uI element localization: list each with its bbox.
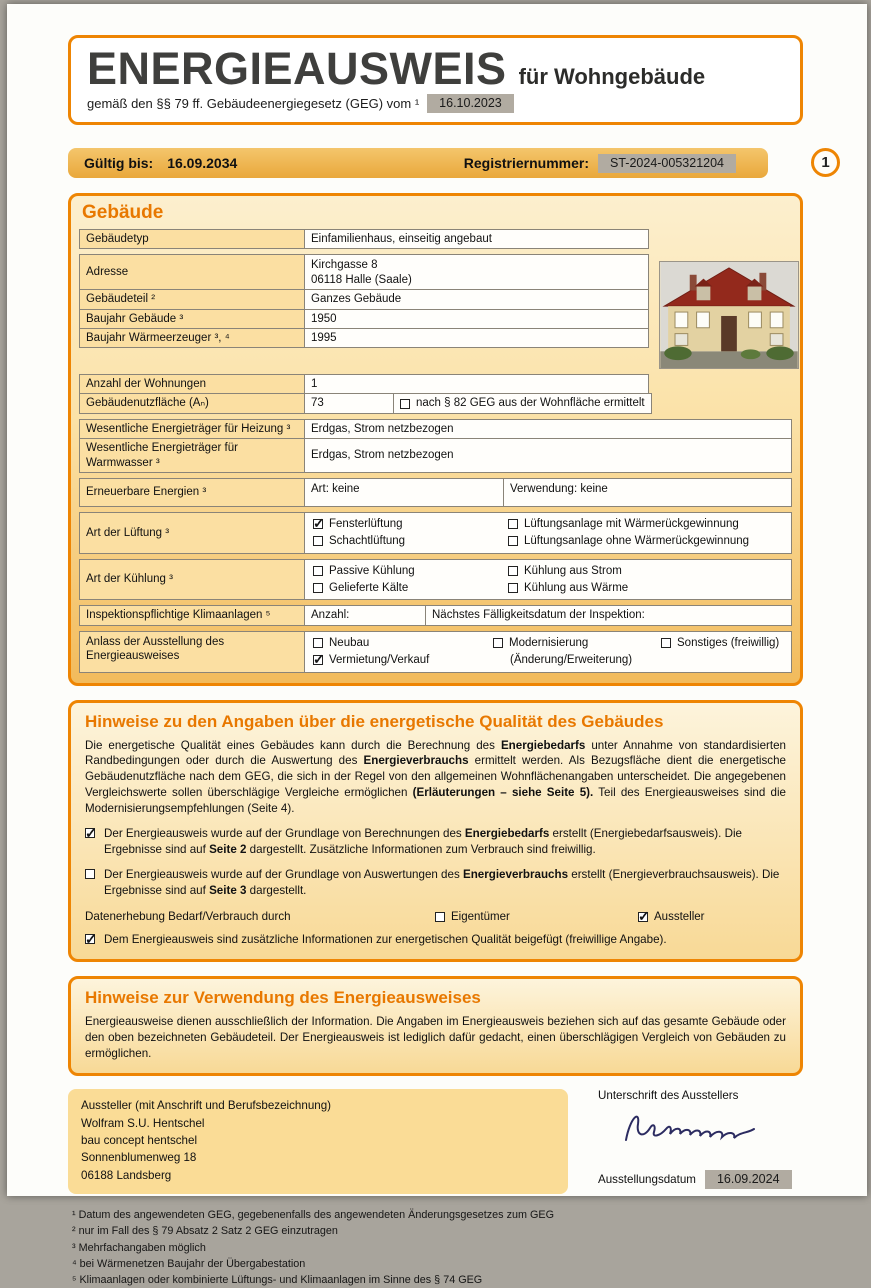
- issuer-company: bau concept hentschel: [81, 1134, 198, 1148]
- verbrauchsausweis-row: [85, 867, 786, 899]
- law-reference-line: [87, 94, 784, 113]
- schachtlueftung-option: Schachtlüftung: [313, 534, 508, 548]
- issuer-box: [68, 1089, 568, 1194]
- field-value-gebaeudeteil: Ganzes Gebäude: [304, 289, 649, 309]
- aussteller-option: ✓ Aussteller: [638, 911, 705, 923]
- usage-paragraph: Energieausweise dienen ausschließlich der Information. Die Angaben im Energieausweis beziehen sich auf das gesamte Gebäude oder den oben bezeichneten Gebäudeteil. Der Energieausweis ist lediglich dafür gedacht, einen überschlägigen Vergleich von Gebäuden zu ermöglichen.: [85, 1015, 786, 1061]
- scanned-page: [7, 4, 867, 1286]
- schachtlueftung-checkbox: [313, 536, 323, 546]
- document-subtitle: für Wohngebäude: [518, 64, 706, 89]
- valid-until-date: 16.09.2034: [167, 155, 238, 171]
- verbrauchsausweis-text: Der Energieausweis wurde auf der Grundlage von Auswertungen des Energieverbrauchs erstellt (Energieverbrauchsausweis). Die Ergebnisse sind auf Seite 3 dargestellt.: [104, 868, 780, 898]
- signature-column: [598, 1089, 803, 1194]
- verbrauchsausweis-checkbox: [85, 869, 95, 879]
- field-value-adresse: [304, 254, 649, 290]
- quality-intro-paragraph: Die energetische Qualität eines Gebäudes kann durch die Berechnung des Energiebedarfs unter Annahme von standardisierten Randbedingungen oder durch die Auswertung des Energieverbrauchs ermittelt werden. Als Bezugsfläche dient die energetische Gebäudenutzfläche nach dem GEG, die sich in der Regel von den allgemeinen Wohnflächenangaben unterscheidet. Die angegebenen Vergleichswerte sollen überschlägige Vergleiche ermöglichen (Erläuterungen – siehe Seite 5). Teil des Energieausweises sind die Modernisierungsempfehlungen (Seite 4).: [85, 738, 786, 816]
- building-energy-block: [79, 420, 792, 473]
- klimaanlagen-anzahl-cell: Anzahl:: [304, 605, 426, 625]
- issue-date-box: 16.09.2024: [705, 1170, 792, 1189]
- document-title: ENERGIEAUSWEIS: [87, 43, 507, 94]
- field-label-warmwasser: Wesentliche Energieträger für Warmwasser ³: [79, 438, 305, 473]
- row-art-der-lueftung: [79, 513, 792, 554]
- issue-date-label: Ausstellungsdatum: [598, 1173, 696, 1187]
- section-usage-title: Hinweise zur Verwendung des Energieausweises: [85, 988, 481, 1008]
- building-top-block: [79, 230, 792, 369]
- signature-label: Unterschrift des Ausstellers: [598, 1089, 739, 1103]
- footnote-3: ³ Mehrfachangaben möglich: [72, 1241, 206, 1254]
- footnote-5: ⁵ Klimaanlagen oder kombinierte Lüftungs- und Klimaanlagen im Sinne des § 74 GEG: [72, 1274, 483, 1286]
- footnote-2: ² nur im Fall des § 79 Absatz 2 Satz 2 GEG einzutragen: [72, 1225, 338, 1238]
- field-value-gebaeudenutzflaeche: 73: [304, 393, 394, 413]
- wohnflaeche-option-label: nach § 82 GEG aus der Wohnfläche ermittelt: [416, 397, 645, 410]
- row-klimaanlagen: [79, 606, 792, 625]
- law-reference-text: gemäß den §§ 79 ff. Gebäudeenergiegesetz (GEG) vom ¹: [87, 96, 420, 111]
- issuer-label: Aussteller (mit Anschrift und Berufsbezeichnung): [81, 1099, 332, 1113]
- lueftungsanlage-mit-wrg-checkbox: [508, 519, 518, 529]
- datenerhebung-label: Datenerhebung Bedarf/Verbrauch durch: [85, 910, 291, 924]
- neubau-option: Neubau: [313, 636, 493, 650]
- bedarfsausweis-text: Der Energieausweis wurde auf der Grundlage von Berechnungen des Energiebedarfs erstellt (Energiebedarfsausweis). Die Ergebnisse sind auf Seite 2 dargestellt. Zusätzliche Informationen zum Verbrauch sind freiwillig.: [104, 827, 742, 857]
- building-photo: [659, 261, 799, 369]
- vermietung-verkauf-option: ✓ Vermietung/Verkauf: [313, 653, 493, 667]
- passive-kuehlung-checkbox: [313, 566, 323, 576]
- field-label-heizung: Wesentliche Energieträger für Heizung ³: [79, 419, 305, 439]
- registration-label: Registriernummer:: [463, 155, 590, 171]
- footnotes: [68, 1207, 803, 1288]
- row-adresse: [79, 255, 651, 290]
- issuer-city: 06188 Landsberg: [81, 1168, 172, 1182]
- fensterlueftung-checkbox: [313, 519, 323, 529]
- section-quality-notes: [68, 700, 803, 963]
- aussteller-checkbox: [638, 912, 648, 922]
- adresse-line2: 06118 Halle (Saale): [311, 273, 412, 286]
- eigentuemer-checkbox: [435, 912, 445, 922]
- gelieferte-kaelte-checkbox: [313, 583, 323, 593]
- zusatzinfo-text: Dem Energieausweis sind zusätzliche Informationen zur energetischen Qualität beigefügt (freiwillige Angabe).: [104, 933, 667, 947]
- field-label-lueftung: Art der Lüftung ³: [79, 512, 305, 554]
- lueftung-options-cell: [304, 512, 792, 554]
- section-quality-title: Hinweise zu den Angaben über die energetische Qualität des Gebäudes: [85, 711, 664, 731]
- field-value-baujahr-gebaeude: 1950: [304, 309, 649, 329]
- row-anlass: [79, 632, 792, 673]
- fensterlueftung-option: ✓ Fensterlüftung: [313, 517, 508, 531]
- zusatzinfo-checkbox: [85, 934, 95, 944]
- geg-date-box: 16.10.2023: [427, 94, 514, 113]
- field-label-baujahr-waermeerzeuger: Baujahr Wärmeerzeuger ³, ⁴: [79, 328, 305, 348]
- row-baujahr-waermeerzeuger: [79, 329, 651, 348]
- field-label-erneuerbare: Erneuerbare Energien ³: [79, 478, 305, 507]
- registration-group: [464, 154, 736, 173]
- row-warmwasser: [79, 439, 792, 473]
- field-value-warmwasser: Erdgas, Strom netzbezogen: [304, 438, 792, 473]
- footnote-1: ¹ Datum des angewendeten GEG, gegebenenfalls des angewendeten Änderungsgesetzes zum GEG: [72, 1209, 554, 1222]
- bedarfsausweis-row: [85, 826, 786, 858]
- datenerhebung-row: [85, 910, 786, 923]
- footnote-4: ⁴ bei Wärmenetzen Baujahr der Übergabestation: [72, 1257, 306, 1270]
- row-erneuerbare-energien: [79, 479, 792, 507]
- issue-date-row: [598, 1170, 803, 1189]
- row-gebaeudenutzflaeche: [79, 394, 651, 413]
- issuer-name: Wolfram S.U. Hentschel: [81, 1116, 205, 1130]
- klimaanlagen-faelligkeit-cell: Nächstes Fälligkeitsdatum der Inspektion:: [425, 605, 792, 625]
- adresse-line1: Kirchgasse 8: [311, 259, 378, 272]
- kuehlung-aus-waerme-option: Kühlung aus Wärme: [508, 581, 783, 595]
- eigentuemer-option: Eigentümer: [435, 911, 638, 923]
- row-heizung: [79, 420, 792, 439]
- row-gebaeudetyp: [79, 230, 651, 249]
- validity-bar: [68, 148, 768, 178]
- kuehlung-aus-strom-option: Kühlung aus Strom: [508, 564, 783, 578]
- row-art-der-kuehlung: [79, 560, 792, 601]
- building-mid-block: [79, 375, 651, 414]
- wohnflaeche-checkbox: [400, 399, 410, 409]
- nutzflaeche-option-cell: [393, 393, 652, 413]
- field-label-gebaeudetyp: Gebäudetyp: [79, 229, 305, 249]
- signature: [618, 1104, 768, 1149]
- row-gebaeudeteil: [79, 290, 651, 309]
- page-number-badge: 1: [811, 148, 840, 177]
- registration-number-box: ST-2024-005321204: [598, 154, 736, 173]
- row-anzahl-wohnungen: [79, 375, 651, 394]
- title-line: [87, 43, 784, 94]
- kuehlung-options-cell: [304, 559, 792, 601]
- issuer-section: [68, 1089, 803, 1194]
- passive-kuehlung-option: Passive Kühlung: [313, 564, 508, 578]
- lueftungsanlage-mit-wrg-option: Lüftungsanlage mit Wärmerückgewinnung: [508, 517, 783, 531]
- lueftungsanlage-ohne-wrg-checkbox: [508, 536, 518, 546]
- signature-area: [598, 1104, 803, 1166]
- modernisierung-option: Modernisierung: [493, 636, 661, 650]
- field-label-kuehlung: Art der Kühlung ³: [79, 559, 305, 601]
- document-header: [68, 35, 803, 125]
- field-value-erneuerbare-verwendung: Verwendung: keine: [503, 478, 792, 507]
- lueftungsanlage-ohne-wrg-option: Lüftungsanlage ohne Wärmerückgewinnung: [508, 534, 783, 548]
- field-label-klimaanlagen: Inspektionspflichtige Klimaanlagen ⁵: [79, 605, 305, 625]
- issuer-street: Sonnenblumenweg 18: [81, 1151, 197, 1165]
- gelieferte-kaelte-option: Gelieferte Kälte: [313, 581, 508, 595]
- kuehlung-aus-waerme-checkbox: [508, 583, 518, 593]
- page-content: [68, 4, 830, 1288]
- field-label-gebaeudenutzflaeche: Gebäudenutzfläche (Aₙ): [79, 393, 305, 413]
- field-value-heizung: Erdgas, Strom netzbezogen: [304, 419, 792, 439]
- bedarfsausweis-checkbox: [85, 828, 95, 838]
- field-value-erneuerbare-art: Art: keine: [304, 478, 504, 507]
- sonstiges-checkbox: [661, 638, 671, 648]
- wohnflaeche-option: [400, 396, 645, 410]
- field-label-anzahl-wohnungen: Anzahl der Wohnungen: [79, 374, 305, 394]
- validity-row: [68, 148, 830, 178]
- modernisierung-checkbox: [493, 638, 503, 648]
- section-gebaeude: [68, 193, 803, 686]
- neubau-checkbox: [313, 638, 323, 648]
- valid-until-label: Gültig bis:: [84, 155, 154, 171]
- field-value-gebaeudetyp: Einfamilienhaus, einseitig angebaut: [304, 229, 649, 249]
- kuehlung-aus-strom-checkbox: [508, 566, 518, 576]
- vermietung-verkauf-checkbox: [313, 655, 323, 665]
- field-label-anlass: Anlass der Ausstellung des Energieausweises: [79, 631, 305, 673]
- sonstiges-option: Sonstiges (freiwillig): [661, 636, 779, 650]
- field-label-baujahr-gebaeude: Baujahr Gebäude ³: [79, 309, 305, 329]
- field-label-gebaeudeteil: Gebäudeteil ²: [79, 289, 305, 309]
- anlass-options-cell: [304, 631, 792, 673]
- section-usage-notes: [68, 976, 803, 1076]
- zusatzinfo-row: [85, 932, 786, 948]
- field-value-anzahl-wohnungen: 1: [304, 374, 649, 394]
- section-gebaeude-title: Gebäude: [82, 202, 164, 223]
- field-label-adresse: Adresse: [79, 254, 305, 290]
- building-photo-graphic: [659, 261, 799, 369]
- row-baujahr-gebaeude: [79, 310, 651, 329]
- modernisierung-sublabel: (Änderung/Erweiterung): [510, 654, 633, 667]
- field-value-baujahr-waermeerzeuger: 1995: [304, 328, 649, 348]
